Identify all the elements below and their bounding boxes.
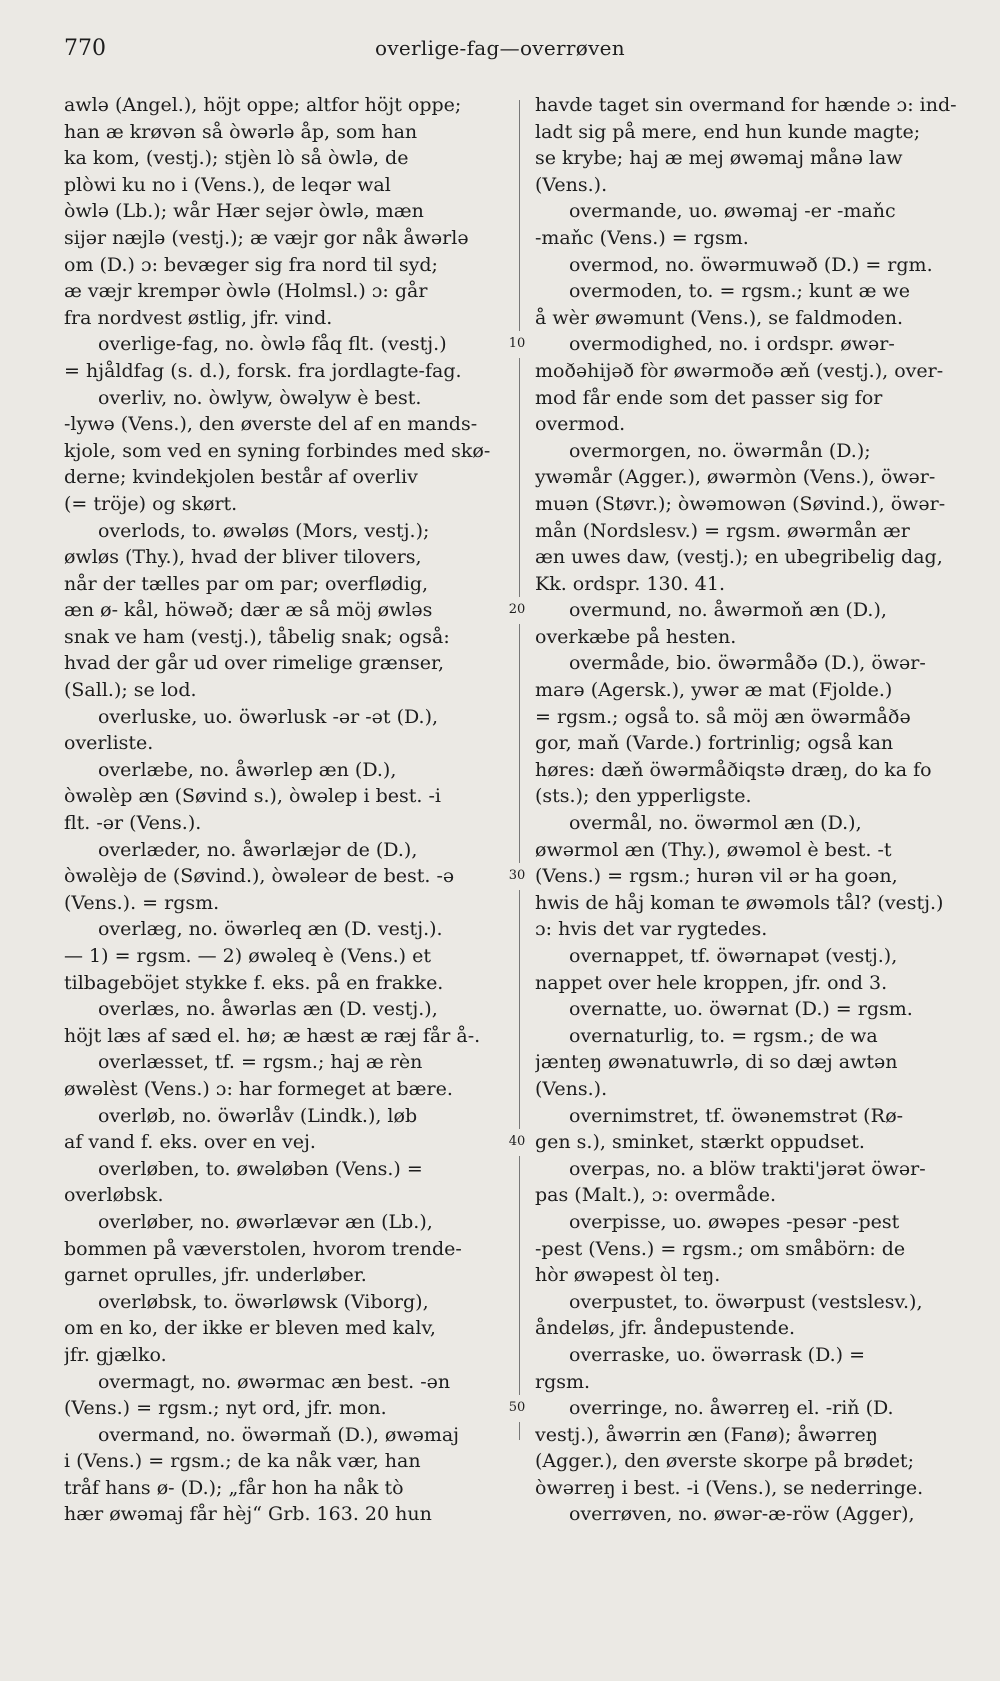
text-line: tilbageböjet stykke f. eks. på en frakke.: [64, 971, 444, 994]
text-line: æ væjr krempər òwlə (Holmsl.) ɔ: går: [64, 280, 428, 303]
text-line: æn uwes daw, (vestj.); en ubegribelig dag,: [535, 546, 943, 569]
text-line: (Agger.), den øverste skorpe på brødet;: [535, 1450, 914, 1473]
running-head: overlige-fag—overrøven: [374, 36, 625, 60]
text-line: -maňc (Vens.) = rgsm.: [535, 226, 749, 249]
entry-headword-line: overlige-fag, no. òwlə fåq flt. (vestj.): [98, 333, 447, 356]
text-line: overkæbe på hesten.: [535, 625, 737, 648]
text-line: ywəmår (Agger.), øwərmòn (Vens.), öwər-: [535, 466, 936, 489]
text-line: = rgsm.; også to. så möj æn öwərmåðə: [535, 705, 911, 728]
text-line: -pest (Vens.) = rgsm.; om småbörn: de: [535, 1237, 906, 1260]
entry-headword-line: overpisse, uo. øwəpes -pesər -pest: [569, 1210, 900, 1233]
page-number: 770: [64, 36, 106, 61]
text-line: åndeløs, jfr. åndepustende.: [535, 1317, 795, 1340]
text-line: i (Vens.) = rgsm.; de ka nåk vær, han: [64, 1450, 421, 1473]
text-line: gor, maň (Varde.) fortrinlig; også kan: [535, 732, 894, 755]
text-line: hvad der går ud over rimelige grænser,: [64, 652, 445, 675]
text-line: pas (Malt.), ɔ: overmåde.: [535, 1184, 777, 1207]
text-line: — 1) = rgsm. — 2) øwəleq è (Vens.) et: [64, 945, 431, 967]
text-line: (Vens.) = rgsm.; nyt ord, jfr. mon.: [64, 1397, 387, 1420]
text-line: (sts.); den ypperligste.: [535, 785, 752, 808]
entry-headword-line: overmodighed, no. i ordspr. øwər-: [569, 333, 895, 356]
text-line: å wèr øwəmunt (Vens.), se faldmoden.: [535, 306, 904, 329]
text-line: om (D.) ɔ: bevæger sig fra nord til syd;: [64, 253, 438, 276]
entry-headword-line: overlæsset, tf. = rgsm.; haj æ rèn: [98, 1051, 423, 1074]
entry-headword-line: overlæg, no. öwərleq æn (D. vestj.).: [98, 918, 443, 941]
text-line: øwərmol æn (Thy.), øwəmol è best. -t: [535, 838, 892, 861]
column-divider: [519, 100, 520, 1440]
entry-headword-line: overnaturlig, to. = rgsm.; de wa: [569, 1024, 878, 1047]
text-line: flt. -ər (Vens.).: [64, 812, 202, 835]
entry-headword-line: overliv, no. òwlyw, òwəlyw è best.: [98, 386, 422, 409]
entry-headword-line: overmagt, no. øwərmac æn best. -ən: [98, 1370, 451, 1393]
entry-headword-line: overraske, uo. öwərrask (D.) =: [569, 1343, 866, 1366]
text-line: gen s.), sminket, stærkt oppudset.: [535, 1131, 865, 1154]
entry-headword-line: overmand, no. öwərmaň (D.), øwəmaj: [98, 1423, 460, 1446]
text-line: hær øwəmaj får hèj“ Grb. 163. 20 hun: [64, 1503, 432, 1526]
right-column: [535, 92, 967, 1528]
text-line: Kk. ordspr. 130. 41.: [535, 572, 726, 595]
text-line: -lywə (Vens.), den øverste del af en mands-: [64, 413, 478, 436]
text-line: overliste.: [64, 732, 154, 755]
text-line: plòwi ku no i (Vens.), de leqər wal: [64, 173, 391, 196]
text-line: (Vens.).: [535, 173, 608, 196]
text-line: jfr. gjælko.: [64, 1343, 167, 1366]
line-number: 20: [504, 597, 530, 624]
entry-headword-line: overrøven, no. øwər-æ-röw (Agger),: [569, 1503, 915, 1526]
text-line: høres: dæň öwərmåðiqstə dræŋ, do ka fo: [535, 758, 932, 781]
line-number: 30: [504, 863, 530, 890]
text-line: når der tælles par om par; overflødig,: [64, 572, 429, 595]
text-line: øwløs (Thy.), hvad der bliver tilovers,: [64, 546, 422, 569]
text-line: awlə (Angel.), höjt oppe; altfor höjt oppe;: [64, 94, 462, 116]
text-line: nappet over hele kroppen, jfr. ond 3.: [535, 971, 888, 994]
text-line: han æ krøvən så òwərlə åp, som han: [64, 120, 418, 143]
text-line: rgsm.: [535, 1370, 591, 1393]
text-line: òwəlèjə de (Søvind.), òwəleər de best. -ə: [64, 865, 455, 888]
entry-headword-line: overmande, uo. øwəmaj -er -maňc: [569, 200, 896, 223]
text-line: sijər næjlə (vestj.); æ væjr gor nåk åwərlə: [64, 226, 469, 249]
text-line: mod får ende som det passer sig for: [535, 386, 883, 409]
entry-headword-line: overmoden, to. = rgsm.; kunt æ we: [569, 280, 911, 303]
text-line: fra nordvest østlig, jfr. vind.: [64, 306, 333, 329]
text-line: garnet oprulles, jfr. underløber.: [64, 1264, 367, 1287]
line-number: 10: [504, 331, 530, 358]
text-line: ladt sig på mere, end hun kunde magte;: [535, 120, 921, 143]
page-header: [0, 36, 1000, 70]
text-line: marə (Agersk.), ywər æ mat (Fjolde.): [535, 679, 893, 702]
entry-headword-line: overpustet, to. öwərpust (vestslesv.),: [569, 1290, 923, 1313]
entry-headword-line: overlæs, no. åwərlas æn (D. vestj.),: [98, 998, 438, 1021]
text-line: höjt læs af sæd el. hø; æ hæst æ ræj får å-.: [64, 1024, 481, 1047]
text-line: havde taget sin overmand for hænde ɔ: ind-: [535, 94, 957, 116]
entry-headword-line: overløber, no. øwərlævər æn (Lb.),: [98, 1210, 433, 1233]
text-line: kjole, som ved en syning forbindes med skø-: [64, 439, 491, 462]
entry-headword-line: overlods, to. øwəløs (Mors, vestj.);: [98, 519, 430, 542]
text-line: vestj.), åwərrin æn (Fanø); åwərreŋ: [535, 1423, 878, 1446]
text-line: af vand f. eks. over en vej.: [64, 1131, 316, 1154]
entry-headword-line: overløben, to. øwəløbən (Vens.) =: [98, 1157, 423, 1180]
text-line: ɔ: hvis det var rygtedes.: [535, 918, 768, 941]
text-line: overmod.: [535, 413, 626, 436]
text-line: òwlə (Lb.); wår Hær sejər òwlə, mæn: [64, 200, 424, 223]
entry-headword-line: overluske, uo. öwərlusk -ər -ət (D.),: [98, 705, 439, 728]
left-column: [64, 92, 506, 1528]
text-line: òwəlèp æn (Søvind s.), òwəlep i best. -i: [64, 785, 441, 808]
text-line: moðəhijəð fòr øwərmoðə æň (vestj.), over-: [535, 359, 944, 382]
text-line: (Sall.); se lod.: [64, 679, 197, 702]
entry-headword-line: overlæbe, no. åwərlep æn (D.),: [98, 758, 397, 781]
text-line: (Vens.). = rgsm.: [64, 891, 220, 914]
text-line: jænteŋ øwənatuwrlə, di so dæj awtən: [535, 1051, 898, 1074]
entry-headword-line: overmund, no. åwərmoň æn (D.),: [569, 599, 887, 622]
text-line: hwis de håj koman te øwəmols tål? (vestj.): [535, 891, 944, 914]
text-line: ka kom, (vestj.); stjèn lò så òwlə, de: [64, 147, 409, 170]
text-line: mån (Nordslesv.) = rgsm. øwərmån ær: [535, 519, 910, 542]
text-line: øwəlèst (Vens.) ɔ: har formeget at bære.: [64, 1077, 453, 1100]
text-line: snak ve ham (vestj.), tåbelig snak; også:: [64, 625, 450, 648]
text-line: bommen på væverstolen, hvorom trende-: [64, 1237, 462, 1260]
text-line: = hjåldfag (s. d.), forsk. fra jordlagte-fag.: [64, 359, 462, 382]
text-line: derne; kvindekjolen består af overliv: [64, 466, 418, 489]
entry-headword-line: overløb, no. öwərlåv (Lindk.), løb: [98, 1104, 418, 1127]
entry-headword-line: overlæder, no. åwərlæjər de (D.),: [98, 838, 418, 861]
line-number: 50: [504, 1395, 530, 1422]
entry-headword-line: overnimstret, tf. öwənemstrət (Rø-: [569, 1104, 904, 1127]
entry-headword-line: overmod, no. öwərmuwəð (D.) = rgm.: [569, 253, 933, 276]
entry-headword-line: overmål, no. öwərmol æn (D.),: [569, 812, 862, 835]
entry-headword-line: overpas, no. a blöw trakti'jərət öwər-: [569, 1157, 926, 1180]
text-line: æn ø- kål, höwəð; dær æ så möj øwləs: [64, 599, 433, 622]
entry-headword-line: overløbsk, to. öwərløwsk (Viborg),: [98, 1290, 429, 1313]
line-number: 40: [504, 1129, 530, 1156]
entry-headword-line: overnatte, uo. öwərnat (D.) = rgsm.: [569, 998, 913, 1021]
text-line: muən (Støvr.); òwəmowən (Søvind.), öwər-: [535, 492, 946, 515]
text-line: tråf hans ø- (D.); „får hon ha nåk tò: [64, 1476, 404, 1499]
entry-headword-line: overringe, no. åwərreŋ el. -riň (D.: [569, 1397, 894, 1420]
text-line: (Vens.).: [535, 1077, 608, 1100]
entry-headword-line: overmorgen, no. öwərmån (D.);: [569, 439, 871, 462]
text-line: om en ko, der ikke er bleven med kalv,: [64, 1317, 436, 1340]
entry-headword-line: overnappet, tf. öwərnapət (vestj.),: [569, 945, 898, 967]
text-line: hòr øwəpest òl teŋ.: [535, 1264, 721, 1287]
text-line: òwərreŋ i best. -i (Vens.), se nederringe.: [535, 1476, 924, 1499]
text-line: se krybe; haj æ mej øwəmaj månə law: [535, 147, 903, 170]
text-line: (= tröje) og skørt.: [64, 492, 238, 515]
text-line: (Vens.) = rgsm.; hurən vil ər ha goən,: [535, 865, 898, 888]
text-line: overløbsk.: [64, 1184, 164, 1207]
entry-headword-line: overmåde, bio. öwərmåðə (D.), öwər-: [569, 652, 926, 675]
